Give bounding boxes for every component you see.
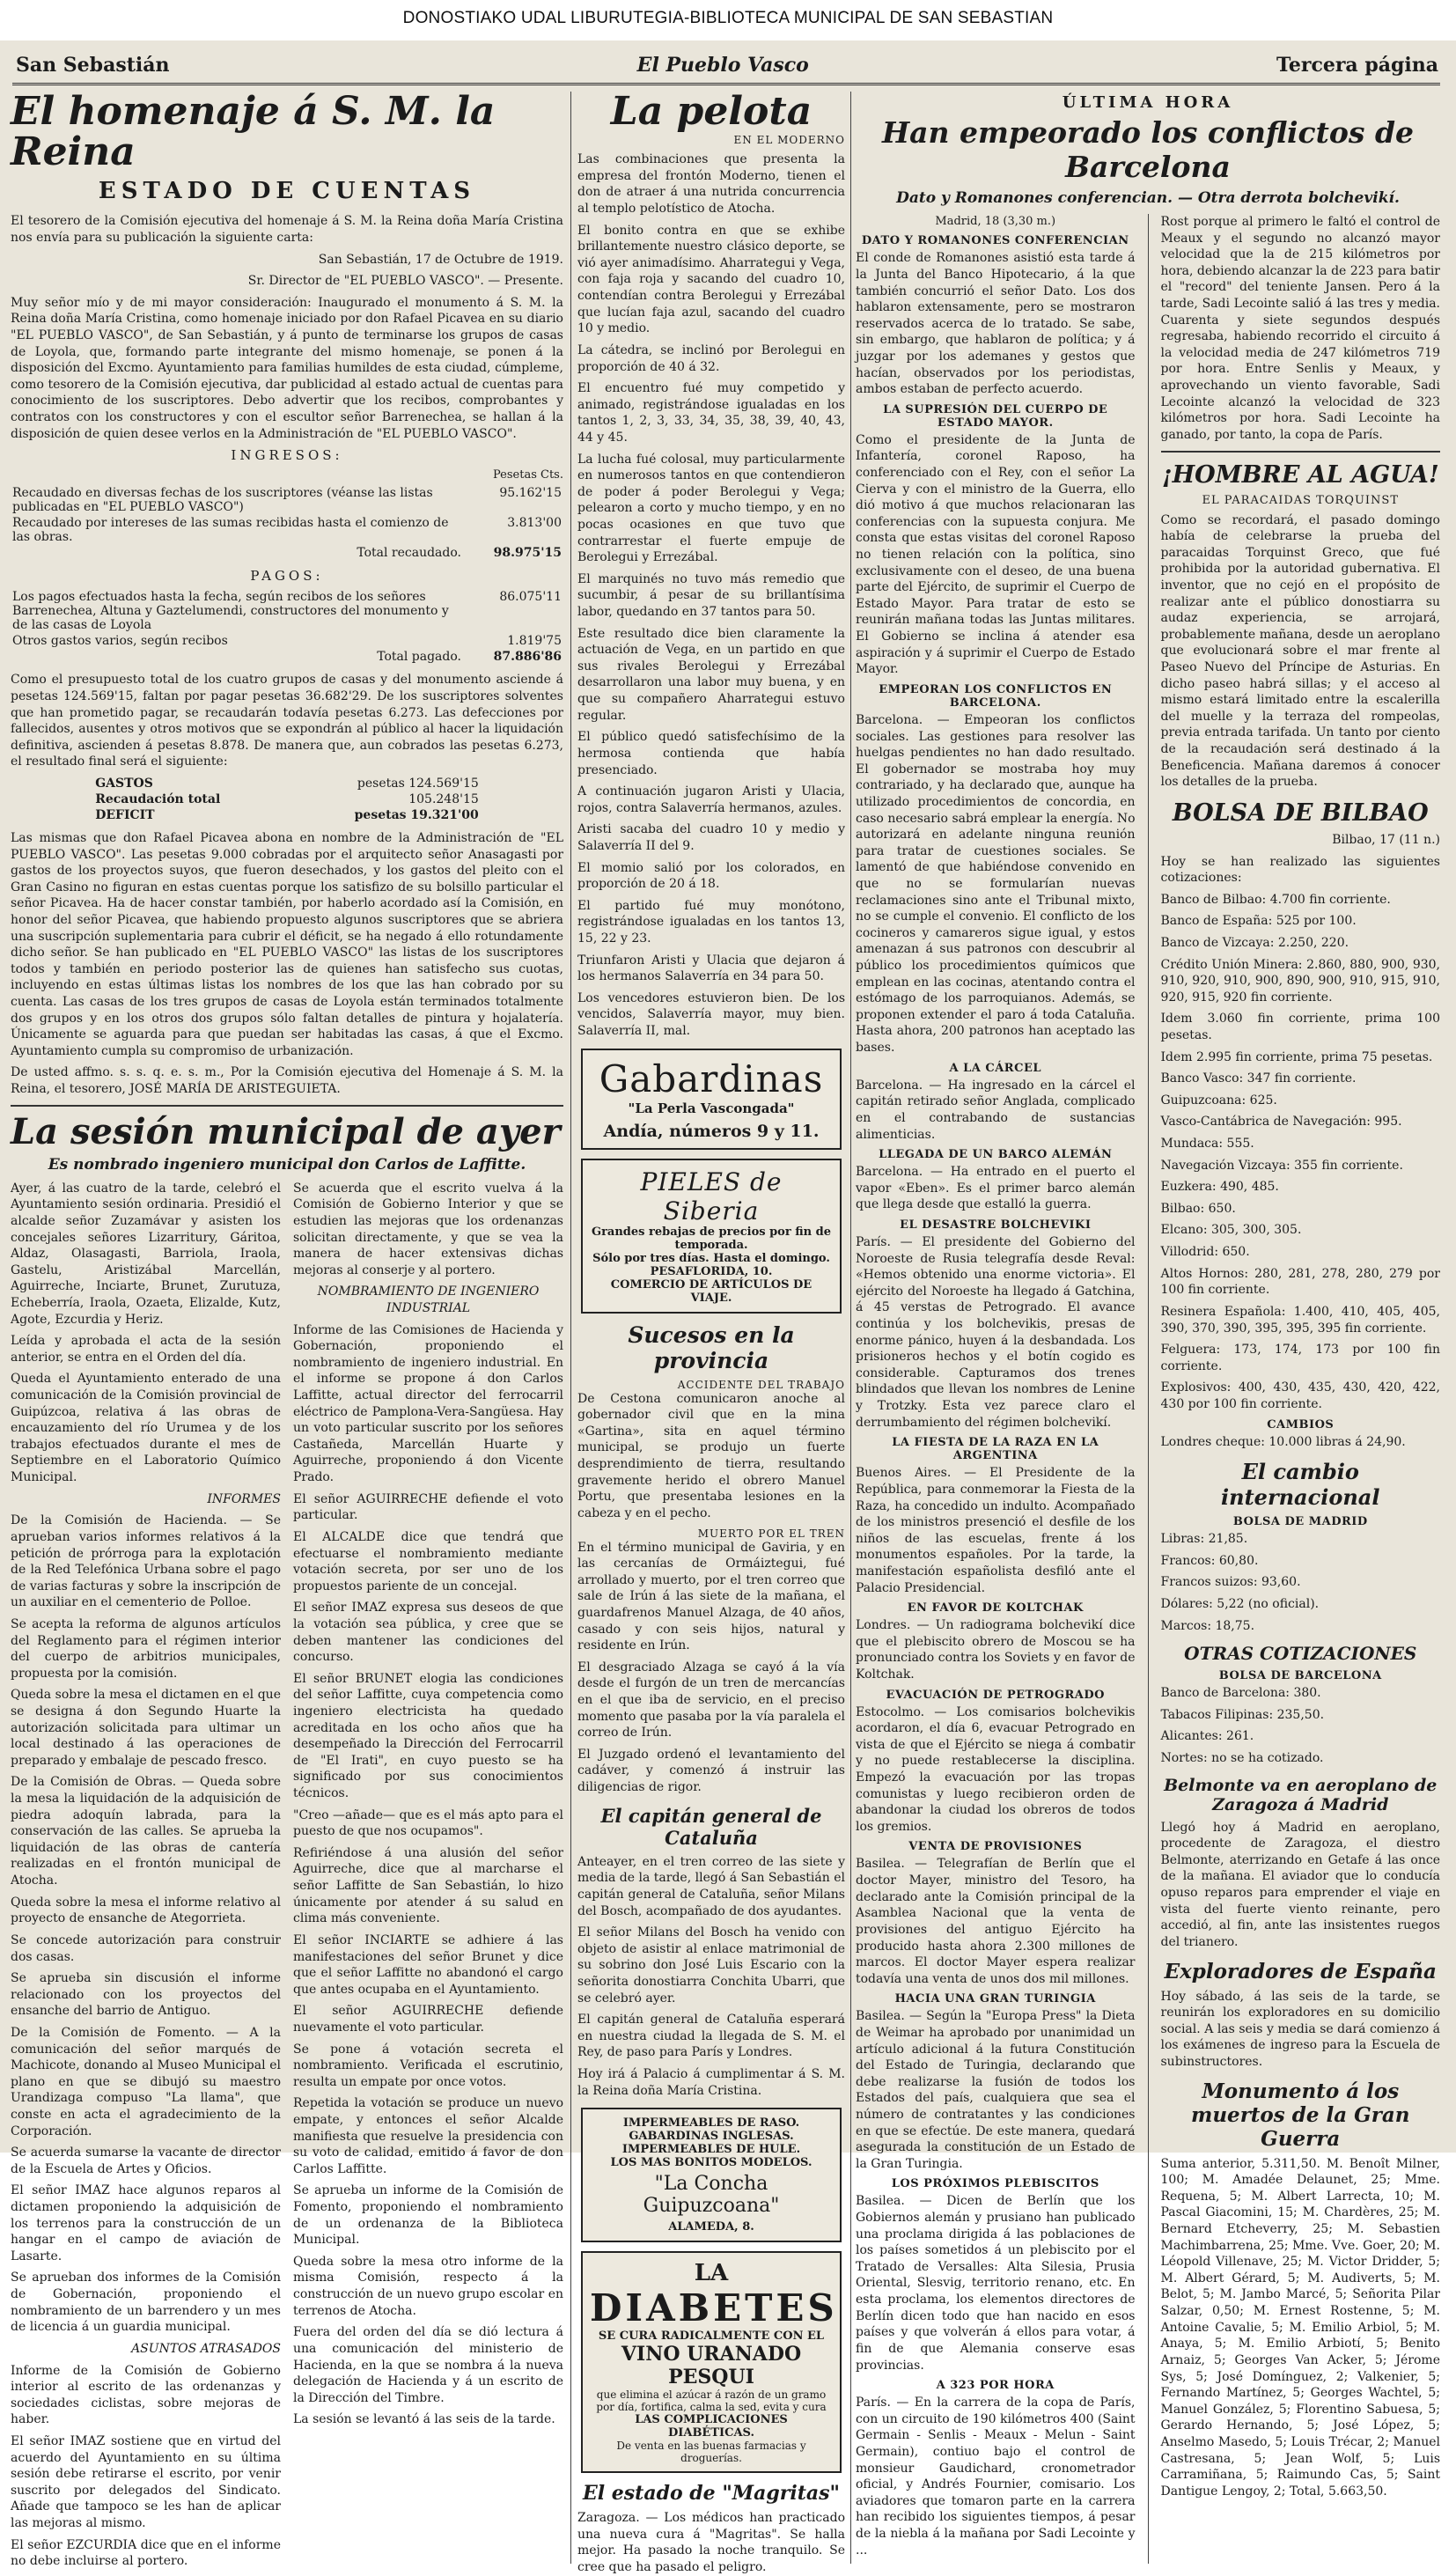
ingresos-title: INGRESOS:	[231, 447, 343, 464]
pelota-paragraph: El público quedó satisfechísimo de la hermosa contienda que había presenciado.	[577, 730, 845, 777]
sesion-paragraph: Queda sobre la mesa el informe relativo al proyecto de ensanche de Ategorrieta.	[11, 1895, 281, 1926]
hombre-al-agua-title: ¡HOMBRE AL AGUA!	[1161, 460, 1439, 489]
homenaje-intro: El tesorero de la Comisión ejecutiva del homenaje á S. M. la Reina doña María Cristina nos envía para su publicación la siguiente carta:	[11, 214, 563, 245]
bolsa-line: Crédito Unión Minera: 2.860, 880, 900, 930, 910, 920, 910, 900, 890, 900, 910, 915, 910, 920, 915, 920 fin corriente.	[1160, 957, 1440, 1005]
table-row	[93, 791, 481, 807]
ledger-amount: 87.886'86	[493, 650, 562, 665]
table-row	[11, 589, 563, 633]
ledger-label: Los pagos efectuados hasta la fecha, según recibos de los señores Barrenechea, Altuna y Gaztelumendi, constructores del monumento y de las casas de Loyola	[12, 590, 449, 633]
sesion-paragraph: Se acuerda sumarse la vacante de director de la Escuela de Artes y Oficios.	[11, 2145, 281, 2176]
homenaje-body-2: Como el presupuesto total de los cuatro grupos de casas y del monumento asciende á pesetas 124.569'15, faltan por pagar pesetas 36.682'29. De los suscriptores solventes que han prometido pagar, se recaudarán todavía pesetas 6.273. Las defecciones por fallecidos, ausentes y otros motivos que se expondrán al público al hacer la liquidación definitiva, ascienden á pesetas 8.878. De manera que, aun cobrados las pesetas 6.273, el resultado final será el siguiente:	[11, 673, 563, 769]
ledger-amount: 86.075'11	[499, 590, 562, 605]
ad-diabetes	[581, 2251, 842, 2473]
sesion-paragraph: La sesión se levantó á las seis de la tarde.	[293, 2412, 555, 2427]
article-title-sesion: La sesión municipal de ayer	[11, 1110, 561, 1152]
column-pelota-sucesos	[577, 89, 845, 2575]
ledger-label: DEFICIT	[95, 807, 155, 822]
article-subtitle-cuentas: ESTADO DE CUENTAS	[98, 178, 476, 205]
sucesos-title: Sucesos en la provincia	[628, 1321, 795, 1373]
article-title-homenaje: El homenaje á S. M. la Reina	[11, 89, 496, 175]
pagos-title: PAGOS:	[250, 568, 324, 585]
cambio-line: Marcos: 18,75.	[1160, 1618, 1255, 1633]
sesion-paragraph: Queda sobre la mesa el dictamen en el que se designa á don Segundo Huarte la autorización solicitada para ultimar un local destinado á las operaciones de preparado y embalaje de pescado fresco.	[11, 1688, 281, 1768]
ultima-hora-kicker: ÚLTIMA HORA	[1062, 93, 1234, 112]
news-paragraph: Buenos Aires. — El Presidente de la República, para conmemorar la Fiesta de la Raza, ha concedido un indulto. Acompañado de los ministros presenció el desfile de los niños de las escuelas, frente á los monumentos españoles. Por la tarde, la manifestación españolista desfiló ante el Palacio Presidencial.	[856, 1466, 1136, 1595]
sesion-paragraph: Queda sobre la mesa otro informe de la misma Comisión, respecto á la construcción de un nuevo grupo escolar en terrenos de Atocha.	[293, 2254, 563, 2318]
table-row	[11, 515, 563, 545]
news-subhead: LA SUPRESIÓN DEL CUERPO DE ESTADO MAYOR.	[883, 402, 1108, 430]
news-subhead: LOS PRÓXIMOS PLEBISCITOS	[891, 2177, 1099, 2191]
news-subhead: LLEGADA DE UN BARCO ALEMÁN	[879, 1148, 1113, 1162]
news-subhead: EVACUACIÓN DE PETROGRADO	[886, 1688, 1105, 1702]
magritas-text: Zaragoza. — Los médicos han practicado una nueva cura á "Magritas". Se halla mejor. Ha pasado la noche tranquilo. Se cree que ha pasado el peligro.	[577, 2511, 845, 2575]
belmonte-text: Llegó hoy á Madrid en aeroplano, procedente de Zaragoza, el diestro Belmonte, aterrizando en Getafe á las once de la mañana. El aviador que lo conducía opuso reparos para emprender el viaje en vista del fuerte viento reinante, pero accedió, al fin, ante las insistentes ruegos del trianero.	[1160, 1820, 1440, 1949]
muerto-subhead: MUERTO POR EL TREN	[697, 1527, 845, 1540]
ad-line: IMPERMEABLES DE RASO.	[622, 2116, 800, 2131]
column-rule	[850, 92, 851, 2564]
ledger-amount: 105.248'15	[408, 791, 479, 806]
magritas-title: El estado de "Magritas"	[582, 2482, 840, 2506]
ad-line: COMERCIO DE ARTÍCULOS DE VIAJE.	[610, 1277, 813, 1305]
bolsa-barcelona-subhead: BOLSA DE BARCELONA	[1218, 1669, 1382, 1683]
pelota-paragraph: Aristi sacaba del cuadro 10 y medio y Salaverría II del 9.	[577, 822, 845, 853]
otras-cotizaciones-title: OTRAS COTIZACIONES	[1184, 1643, 1417, 1665]
ledger-amount: pesetas 19.321'00	[354, 807, 479, 822]
bolsa-line: Banco de España: 525 por 100.	[1160, 914, 1357, 929]
sesion-paragraph: Ayer, á las cuatro de la tarde, celebró el Ayuntamiento sesión ordinaria. Presidió el alcalde señor Zuzamávar y asisten los concejales señores Lizarritury, Gáritoa, Aldaz, Olasagasti, Barriola, Iraola, Gastelu, Aristizábal Marcellán, Aguirreche, Inciarte, Brunet, Zurutuza, Echeberría, Iraola, Ozaeta, Elizalde, Kutz, Agote, Ezcurdia y Heriz.	[11, 1181, 281, 1327]
ad-line: SE CURA RADICALMENTE CON EL	[598, 2329, 825, 2344]
ultima-hora-column-a	[856, 214, 1136, 2564]
muerto-paragraph: En el término municipal de Gaviria, y en las cercanías de Ormáiztegui, fué arrollado y muerto, por el tren correo que sale de Irún á las siete de la mañana, el guardafrenos Manuel Alzaga, de 40 años, casado y con seis hijos, natural y residente en Irún.	[577, 1540, 845, 1653]
sesion-paragraph: Se concede autorización para construir dos casas.	[11, 1932, 281, 1964]
capitan-paragraph: El capitán general de Cataluña esperará en nuestra ciudad la llegada de S. M. el Rey, de paso para París y Londres.	[577, 2013, 845, 2060]
table-row	[11, 485, 563, 515]
column-rule	[1148, 214, 1149, 2564]
ledger-label: Otros gastos varios, según recibos	[12, 634, 228, 649]
ad-line: "La Concha Guipuzcoana"	[643, 2173, 780, 2218]
homenaje-date: San Sebastián, 17 de Octubre de 1919.	[318, 252, 563, 267]
otras-line: Alicantes: 261.	[1160, 1729, 1254, 1744]
ad-line: VINO URANADO PESQUI	[621, 2343, 802, 2389]
sesion-paragraph: El señor IMAZ sostiene que en virtud del acuerdo del Ayuntamiento en su última sesión debe retirarse el escrito, por venir suscrito por delegados del Sindicato. Añade que tampoco se les han de aplicar las mejoras al mismo.	[11, 2433, 281, 2531]
pelota-paragraph: La cátedra, se inclinó por Berolegui en proporción de 40 á 32.	[577, 342, 845, 374]
news-subhead: HACIA UNA GRAN TURINGIA	[894, 1992, 1096, 2006]
sesion-paragraph: Se aprueban dos informes de la Comisión de Gobernación, proponiendo el nombramiento de un barrendero y un mes de licencia á un guardia municipal.	[11, 2271, 281, 2335]
article-title-barcelona: Han empeorado los conflictos de Barcelona	[881, 115, 1415, 184]
ad-concha-guipuzcoana	[581, 2108, 842, 2242]
ad-title: Gabardinas	[599, 1056, 824, 1100]
news-subhead: VENTA DE PROVISIONES	[908, 1840, 1083, 1854]
sesion-subhead: ASUNTOS ATRASADOS	[131, 2341, 281, 2356]
ad-line: ALAMEDA, 8.	[668, 2220, 754, 2234]
ledger-label: Total pagado.	[377, 650, 461, 665]
ad-title: PIELES de Siberia	[640, 1167, 783, 1225]
ad-gabardinas	[581, 1049, 842, 1150]
table-row	[11, 545, 563, 561]
bolsa-line: Euzkera: 490, 485.	[1160, 1180, 1279, 1195]
aviation-paragraph: Rost porque al primero le faltó el control de Meaux y el segundo no alcanzó mayor velocidad que la de 215 kilómetros por hora, debiendo alcanzar la de 223 para batir el "record" del teniente Jansen. Pero á la tarde, Sadi Lecointe salió á las tres y media. Cuarenta y siete segundos después regresaba, habiendo recorrido el circuito á la velocidad media de 247 kilómetros 719 por hora. Entre Senlis y Meaux, y aprovechando un viento favorable, Sadi Lecointe alcanzó la velocidad de 323 kilómetros por hora. Sadi Lecointe ha ganado, por tanto, la copa de París.	[1160, 215, 1440, 442]
header-masthead: El Pueblo Vasco	[636, 54, 809, 77]
sesion-paragraph: Informe de la Comisión de Gobierno interior al escrito de las ordenanzas y sociedades ciclistas, sobre mejoras de haber.	[11, 2363, 281, 2427]
sesion-column-b	[293, 1181, 563, 2575]
bolsa-line: Banco de Bilbao: 4.700 fin corriente.	[1160, 892, 1391, 907]
bolsa-line: Navegación Vizcaya: 355 fin corriente.	[1160, 1158, 1403, 1173]
ad-line: "La Perla Vascongada"	[628, 1100, 795, 1116]
ledger-label: Recaudado por intereses de las sumas recibidas hasta el comienzo de las obras.	[12, 516, 449, 545]
otras-line: Banco de Barcelona: 380.	[1160, 1686, 1321, 1701]
article-title-pelota: La pelota	[610, 89, 813, 134]
column-rule	[570, 92, 571, 2564]
sesion-paragraph: El señor BRUNET elogia las condiciones del señor Laffitte, cuya competencia como ingeniero electricista ha quedado acreditada en los ocho años que ha desempeñado la Dirección del Ferrocarril de "El Irati", en cuyo puesto se ha significado por sus conocimientos técnicos.	[293, 1671, 563, 1801]
deficit-table	[93, 776, 481, 823]
bolsa-line: Felguera: 173, 174, 173 por 100 fin corriente.	[1160, 1343, 1440, 1373]
sesion-paragraph: El señor AGUIRRECHE defiende el voto particular.	[293, 1491, 563, 1523]
news-paragraph: El conde de Romanones asistió esta tarde á la Junta del Banco Hipotecario, á la que también concurrió el señor Dato. Los dos hablaron extensamente, pero se mostraron reservados acerca de lo tratado. Se sabe, sin embargo, que hablaron de política; y á juzgar por los ademanes y gestos que hacían, observados por los periodistas, ambos estaban de perfecto acuerdo.	[856, 251, 1136, 397]
header-rule	[12, 83, 1440, 85]
ad-pieles	[581, 1159, 842, 1314]
news-paragraph: Como el presidente de la Junta de Infantería, coronel Raposo, ha conferenciado con el Rey, con el señor La Cierva y con el ministro de la Guerra, ello dió motivo á que muchos relacionaran las conferencias con la supuesta conjura. Me consta que estas visitas del coronel Raposo no tienen relación con la política, sino exclusivamente con el deseo, de una buena parte del Ejército, de suprimir el Cuerpo de Estado Mayor. Para tratar de esto se reunirán mañana todas las Juntas militares. El Gobierno se inclina á atender esa aspiración y á suprimir el Cuerpo de Estado Mayor.	[856, 432, 1136, 677]
table-row	[93, 807, 481, 823]
sesion-column-a	[11, 1181, 281, 2575]
bolsa-line: Bilbao: 650.	[1160, 1201, 1236, 1216]
news-paragraph: Basilea. — Según la "Europa Press" la Dieta de Weimar ha aprobado por unanimidad un artículo adicional á la futura Constitución del Estado de Turingia, declarando que debe realizarse la fusión de todos los Estados del país, cualquiera que sea el número de contratantes y las condiciones en que se efectúe. De este manera, quedará asegurada la constitución de un Estado de la Gran Turingia.	[856, 2009, 1136, 2171]
pelota-paragraph: El marquinés no tuvo más remedio que sucumbir, á pesar de su brillantísima labor, quedando en 37 tantos para 50.	[577, 571, 845, 620]
ad-line: Sólo por tres días. Hasta el domingo.	[592, 1251, 830, 1265]
sesion-paragraph: Refiriéndose á una alusión del señor Aguirreche, dice que al marcharse el señor Laffitte de San Sebastián, lo hizo únicamente por atender á su salud en clima más conveniente.	[293, 1845, 563, 1926]
sesion-paragraph: El señor IMAZ hace algunos reparos al dictamen proponiendo la adquisición de los terrenos para la construcción de un hangar en el campo de aviación de Lasarte.	[11, 2183, 281, 2263]
capitan-paragraph: Hoy irá á Palacio á cumplimentar á S. M. la Reina doña María Cristina.	[577, 2066, 845, 2098]
capitan-paragraph: El señor Milans del Bosch ha venido con objeto de asistir al enlace matrimonial de su sobrino don José Luis Escario con la señorita donostiarra Conchita Ubarri, que se celebró ayer.	[577, 1925, 845, 2006]
ad-title: DIABETES	[590, 2286, 838, 2330]
sesion-paragraph: "Creo —añade— que es el más apto para el puesto de que nos ocupamos".	[293, 1807, 563, 1839]
bolsa-madrid-subhead: BOLSA DE MADRID	[1232, 1515, 1368, 1529]
sesion-paragraph: Se acepta la reforma de algunos artículos del Reglamento para el régimen interior del cuerpo de arbitrios municipales, propuesta por la comisión.	[11, 1616, 281, 1681]
bolsa-bilbao-title: BOLSA DE BILBAO	[1172, 799, 1429, 827]
column-ultima-hora	[856, 92, 1440, 2567]
bolsa-line: Mundaca: 555.	[1160, 1137, 1254, 1152]
news-subhead: LA FIESTA DE LA RAZA EN LA ARGENTINA	[892, 1436, 1099, 1463]
page-header	[16, 49, 1438, 81]
ad-line: Grandes rebajas de precios por fin de temporada.	[591, 1225, 832, 1252]
news-paragraph: Basilea. — Telegrafían de Berlín que el doctor Mayer, ministro del Tesoro, ha declarado ante la Comisión principal de la Asamblea Nacional que la venta de provisiones del antiguo Ejército ha producido hasta ahora 2.300 millones de marcos. El doctor Mayer espera realizar todavía una venta de unos dos mil millones.	[856, 1857, 1136, 1986]
ad-line: LOS MAS BONITOS MODELOS.	[610, 2156, 813, 2170]
muerto-paragraph: El desgraciado Alzaga se cayó á la vía desde el furgón de un tren de mercancías en el que iba de servicio, en el preciso momento que pasaba por la vía paralela el correo de Irún.	[577, 1660, 845, 1741]
sesion-paragraph: De la Comisión de Fomento. — A la comunicación del señor marqués de Machicote, donando al Museo Municipal el plano en que se dibujó su maestro Urandizaga compuso "La llama", que conste en acta el agradecimiento de la Corporación.	[11, 2025, 281, 2138]
sesion-paragraph: Se acuerda que el escrito vuelva á la Comisión de Gobierno Interior y que se estudien las mejoras que los ordenanzas solicitan directamente, y que se vea la manera de hacer extensivas dichas mejoras al conserje y al portero.	[293, 1181, 563, 1277]
bolsa-line: Idem 2.995 fin corriente, prima 75 pesetas.	[1160, 1049, 1433, 1064]
cambio-line: Libras: 21,85.	[1160, 1532, 1248, 1547]
bolsa-line: Altos Hornos: 280, 281, 278, 280, 279 por 100 fin corriente.	[1160, 1266, 1440, 1298]
sesion-paragraph: Se aprueba un informe de la Comisión de Fomento, proponiendo el nombramiento de un ordenanza de la Biblioteca Municipal.	[293, 2183, 563, 2248]
sesion-columns	[11, 1181, 563, 2575]
table-row	[93, 776, 481, 791]
pelota-paragraph: El bonito contra en que se exhibe brillantemente nuestro clásico deporte, se vió ayer animadísimo. Aharrategui y Vega, con faja roja y sacando del cuadro 10, contendían contra Berolegui y Errezábal que lucían faja azul, sacando del cuadro 10 y medio.	[577, 223, 845, 336]
pelota-paragraph: Las combinaciones que presenta la empresa del frontón Moderno, tienen el don de atraer á una nutrida concurrencia al templo pelotístico de Atocha.	[577, 152, 845, 217]
news-paragraph: Estocolmo. — Los comisarios bolchevikis acordaron, el día 6, evacuar Petrogrado en vista de que el Ejército se niega á combatir y no puede restablecerse la disciplina. Empezó la evacuación por las tropas comunistas y luego recibieron orden de abandonar la ciudad los obreros de todos los gremios.	[856, 1704, 1136, 1834]
ledger-amount: 1.819'75	[507, 634, 562, 649]
article-subtitle-barcelona: Dato y Romanones conferencian. — Otra derrota bolchevikí.	[896, 189, 1400, 207]
sesion-paragraph: Se aprueba sin discusión el informe relacionado con los proyectos del ensanche del barrio de Antiguo.	[11, 1971, 281, 2019]
monumento-title: Monumento á los muertos de la Gran Guerra	[1191, 2079, 1410, 2151]
ingresos-header: Pesetas Cts.	[493, 468, 563, 482]
bolsa-line: Resinera Española: 1.400, 410, 405, 405, 390, 370, 390, 395, 395, 395 fin corriente.	[1160, 1304, 1440, 1336]
sesion-paragraph: El señor INCIARTE se adhiere á las manifestaciones del señor Brunet y dice que el señor Laffitte no abandonó el cargo que antes ocupaba en el Ayuntamiento.	[293, 1932, 563, 1997]
bolsa-line: Banco de Vizcaya: 2.250, 220.	[1160, 935, 1349, 950]
sesion-paragraph: Fuera del orden del día se dió lectura á una comunicación del ministerio de Hacienda, en la que se nombra á la nueva delegación de Hacienda y á un escrito de la Dirección del Timbre.	[293, 2325, 563, 2405]
ultima-hora-dateline: Madrid, 18 (3,30 m.)	[935, 215, 1056, 228]
bolsa-line: Vasco-Cantábrica de Navegación: 995.	[1160, 1115, 1402, 1130]
hombre-al-agua-subhead: EL PARACAIDAS TORQUINST	[1202, 493, 1399, 507]
section-divider	[1161, 451, 1441, 453]
capitan-title: El capitán general de Cataluña	[600, 1804, 822, 1849]
ledger-label: Total recaudado.	[357, 546, 461, 561]
ledger-amount: 95.162'15	[499, 486, 562, 501]
news-subhead: EMPEORAN LOS CONFLICTOS EN BARCELONA.	[879, 682, 1113, 710]
sesion-subhead: INFORMES	[207, 1491, 281, 1506]
homenaje-salutation: Sr. Director de "EL PUEBLO VASCO". — Presente.	[247, 274, 563, 289]
pelota-paragraph: El momio salió por los colorados, en proporción de 20 á 18.	[577, 860, 845, 892]
homenaje-body-3: Las mismas que don Rafael Picavea abona en nombre de la Administración de "EL PUEBLO VASCO". Las pesetas 9.000 cobradas por el arquitecto señor Anasagasti por gastos de los proyectos suyos, que fueron desechados, y los gastos del pleito con el Gran Casino no figuran en estas cuentas porque los satisfizo de su bolsillo particular el señor Picavea. Ha de hacer constar también, por haberlo acordado así la Comisión, en honor del señor Picavea, que habiendo propuesto algunos suscriptores que se abriera una suscripción suplementaria para cubrir el déficit, se ha negado á ello rotundamente dicho señor. Se han publicado en "EL PUEBLO VASCO" las listas de los suscriptores todos y también en periodo posterior las de quienes han satisfecho sus cuotas, incluyendo en estas últimas listas los nombres de los que las han cobrado por su cuenta. Las casas de los tres grupos de casas de Loyola están terminados totalmente dos grupos y en los otros dos grupos sólo faltan detalles de pintura y hojalatería. Únicamente se aguarda para que puedan ser habitadas las casas, á que el Excmo. Ayuntamiento cumpla su compromiso de urbanización.	[11, 830, 563, 1058]
accidente-text: De Cestona comunicaron anoche al gobernador civil que en la mina «Gartina», sita en aquel término municipal, se produjo un fuerte desprendimiento de tierra, resultando gravemente herido el obrero Manuel Portu, que presentaba lesiones en la cabeza y en el pecho.	[577, 1391, 845, 1520]
sesion-paragraph: Informe de las Comisiones de Hacienda y Gobernación, proponiendo el nombramiento de ingeniero industrial. En el informe se propone á don Carlos Laffitte, actual director del ferrocarril eléctrico de Pamplona-Vera-Sangüesa. Hay un voto particular suscrito por los señores Castañeda, Marcellán Huarte y Aguirreche, proponiendo á don Vicente Prado.	[293, 1322, 563, 1485]
ad-line: De venta en las buenas farmacias y droguerías.	[616, 2440, 806, 2465]
pelota-paragraph: A continuación jugaron Aristi y Ulacia, rojos, contra Salaverría hermanos, azules.	[577, 784, 845, 815]
accidente-subhead: ACCIDENTE DEL TRABAJO	[677, 1378, 845, 1391]
sesion-paragraph: De la Comisión de Hacienda. — Se aprueban varios informes relativos á la petición de prórroga para la explotación de la Red Telefónica Urbana sobre el pago de varias facturas y sobre la inscripción de un auxiliar en el cementerio de Polloe.	[11, 1513, 281, 1610]
sesion-paragraph: Se pone á votación secreta el nombramiento. Verificada el escrutinio, resulta un empate por once votos.	[293, 2042, 563, 2089]
sesion-paragraph: Queda el Ayuntamiento enterado de una comunicación de la Comisión provincial de Guipúzcoa, relativa á las obras de encauzamiento del río Urumea y de los trabajos efectuados durante el mes de Septiembre en el Laboratorio Químico Municipal.	[11, 1372, 281, 1485]
table-row	[11, 649, 563, 665]
bolsa-line: Explosivos: 400, 430, 435, 430, 420, 422, 430 por 100 fin corriente.	[1160, 1380, 1440, 1411]
ad-line: IMPERMEABLES DE HULE.	[621, 2143, 801, 2157]
news-paragraph: Londres. — Un radiograma bolchevikí dice que el plebiscito obrero de Moscou se ha pronunciado contra los Soviets y en favor de Koltchak.	[856, 1618, 1136, 1682]
cambio-internacional-title: El cambio internacional	[1221, 1459, 1380, 1511]
homenaje-signature: De usted affmo. s. s. q. e. s. m., Por la Comisión ejecutiva del Homenaje á S. M. la Reina, el tesorero, JOSÉ MARÍA DE ARISTEGUIETA.	[11, 1065, 563, 1097]
cambios-subhead: CAMBIOS	[1267, 1417, 1335, 1432]
news-subhead: A 323 POR HORA	[936, 2379, 1055, 2393]
hombre-al-agua-text: Como se recordará, el pasado domingo había de celebrarse la prueba del paracaidas Torquinst Greco, que fué prohibida por la autoridad gubernativa. El inventor, que no cejó en el propósito de realizar ante el público donostiarra su audaz experiencia, se arrojará, probablemente mañana, desde un aeroplano que evolucionará sobre el mar frente al Paseo Nuevo del Príncipe de Asturias. En dicho paseo habrá sillas; y el acceso al mismo estará limitado entre la escalerilla del muelle y la terraza del rompeolas, previa entrada tarifada. Un tanto por ciento de la recaudación será destinado á la Beneficencia. Mañana daremos á conocer los detalles de la prueba.	[1160, 512, 1440, 790]
pelota-paragraph: Este resultado dice bien claramente la actuación de Vega, en un partido en que sus rivales Berolegui y Errezábal desarrollaron una labor muy buena, y en que su compañero Aharrategui estuvo regular.	[577, 626, 845, 723]
sesion-paragraph: El señor AGUIRRECHE defiende nuevamente el voto particular.	[293, 2004, 563, 2035]
belmonte-title: Belmonte va en aeroplano de Zaragoza á Madrid	[1164, 1775, 1438, 1814]
pelota-paragraph: Triunfaron Aristi y Ulacia que dejaron á los hermanos Salaverría en 34 para 50.	[577, 953, 845, 984]
cambios-text: Londres cheque: 10.000 libras á 24,90.	[1160, 1434, 1406, 1449]
ad-line: LA	[694, 2260, 729, 2287]
header-page-number: Tercera página	[1276, 54, 1438, 77]
cambio-line: Dólares: 5,22 (no oficial).	[1160, 1597, 1320, 1611]
sesion-paragraph: El señor EZCURDIA dice que en el informe no debe incluirse al portero.	[11, 2537, 281, 2569]
article-subtitle-sesion: Es nombrado ingeniero municipal don Carlos de Laffitte.	[48, 1155, 526, 1174]
ultima-hora-column-b	[1161, 214, 1441, 2564]
sesion-paragraph: Repetida la votación se produce un nuevo empate, y entonces el señor Alcalde manifiesta que resuelve la presidencia con su voto de calidad, emitido á favor de don Carlos Laffitte.	[293, 2096, 563, 2176]
bolsa-line: Elcano: 305, 300, 305.	[1160, 1223, 1302, 1238]
news-paragraph: París. — El presidente del Gobierno del Noroeste de Rusia telegrafía desde Reval: «Hemos obtenido una enorme victoria». El ejército del Noroeste ha llegado á Gatchina, á 45 verstas de Petrogrado. El avance continúa y los bolchevikis, presas de enorme pánico, huyen á la desbandada. Los prisioneros hechos y el botín cogido es considerable. Capturamos dos trenes blindados que llevan los nombres de Lenine y Trotzky. Esta vez parece claro el derrumbamiento del régimen bolchevikí.	[856, 1234, 1136, 1430]
news-paragraph: Barcelona. — Ha ingresado en la cárcel el capitán retirado señor Anglada, complicado en el contrabando de sustancias alimenticias.	[856, 1078, 1136, 1142]
table-row	[11, 633, 563, 649]
pagos-table	[11, 589, 563, 665]
sesion-paragraph: Leída y aprobada el acta de la sesión anterior, se entra en el Orden del día.	[11, 1334, 281, 1365]
sesion-paragraph: El ALCALDE dice que tendrá que efectuarse el nombramiento mediante votación secreta, por ser uno de los propuestos pariente de un concejal.	[293, 1529, 563, 1593]
capitan-paragraph: Anteayer, en el tren correo de las siete y media de la tarde, llegó á San Sebastián el capitán general de Cataluña, señor Milans del Bosch, acompañado de dos ayudantes.	[577, 1854, 845, 1918]
ad-line: GABARDINAS INGLESAS.	[629, 2130, 794, 2144]
exploradores-text: Hoy sábado, á las seis de la tarde, se reunirán los exploradores en su domicilio social. A las seis y media se dará comienzo á los exámenes de ingreso para la Escuela de subinstructores.	[1160, 1989, 1440, 2069]
ledger-amount: 3.813'00	[507, 516, 562, 531]
cambio-line: Francos suizos: 93,60.	[1160, 1575, 1301, 1590]
pelota-paragraph: El partido fué muy monótono, registrándose igualadas en los tantos 13, 15, 22 y 23.	[577, 898, 845, 946]
ingresos-table	[11, 485, 563, 561]
ad-line: PESAFLORIDA, 10.	[650, 1264, 773, 1278]
bolsa-line: Villodrid: 650.	[1160, 1245, 1250, 1260]
news-subhead: DATO Y ROMANONES CONFERENCIAN	[861, 234, 1129, 248]
otras-line: Tabacos Filipinas: 235,50.	[1160, 1707, 1325, 1722]
news-subhead: A LA CÁRCEL	[949, 1061, 1041, 1075]
news-paragraph: Barcelona. — Ha entrado en el puerto el vapor «Eben». Es el primer barco alemán que llega desde que estalló la guerra.	[856, 1165, 1136, 1212]
ledger-label: Recaudado en diversas fechas de los suscriptores (véanse las listas publicadas en "EL PUEBLO VASCO")	[12, 486, 433, 515]
bolsa-line: Hoy se han realizado las siguientes cotizaciones:	[1160, 854, 1440, 886]
homenaje-body: Muy señor mío y de mi mayor consideración: Inaugurado el monumento á S. M. la Reina doña María Cristina, como homenaje iniciado por don Rafael Picavea en su diario "EL PUEBLO VASCO", de San Sebastián, y á punto de terminarse los grupos de casas de Loyola, que, formando parte integrante del mismo homenaje, se ponen á la disposición del Excmo. Ayuntamiento para familias humildes de esta ciudad, cúmpleme, como tesorero de la Comisión ejecutiva, dar publicidad al estado actual de cuentas para conocimiento de los suscriptores. Debo advertir que los recibos, comprobantes y contratos con los constructores y con el escultor señor Barrenechea, se hallan á la disposición de quien desee verlos en la Administración de "EL PUEBLO VASCO".	[11, 295, 563, 441]
ledger-label: GASTOS	[95, 776, 153, 791]
otras-line: Nortes: no se ha cotizado.	[1160, 1751, 1324, 1766]
sesion-subhead: NOMBRAMIENTO DE INGENIERO INDUSTRIAL	[317, 1284, 540, 1315]
ledger-label: Recaudación total	[95, 791, 221, 806]
news-paragraph: París. — En la carrera de la copa de París, con un circuito de 190 kilómetros 400 (Saint Germain - Senlis - Meaux - Melun - Saint Germain), contiuo bajo el control de monsieur Gaudichard, cronometrador oficial, y Andrés Fournier, comisario. Los aviadores que tomaron parte en la carrera han recibido los siguientes tiempos, á pesar de la niebla á la mañana por Sadi Lecointe y ...	[856, 2396, 1136, 2558]
ledger-amount: pesetas 124.569'15	[357, 776, 479, 791]
ad-line: Andía, números 9 y 11.	[603, 1121, 820, 1141]
sesion-paragraph: El señor IMAZ expresa sus deseos de que la votación sea pública, y cree que se deben mantener las condiciones del concurso.	[293, 1601, 563, 1665]
monumento-text: Suma anterior, 5.311,50. M. Benoît Milner, 100; M. Amadée Delaunet, 25; Mme. Requena, 5; M. Albert Larrecta, 10; M. Pascal Giacomini, 15; M. Chardères, 25; M. Bernard Etcheverry, 25; M. Sebastien Machimbarrena, 25; Mme. Vve. Goer, 20; M. Léopold Villenave, 25; M. Victor Dridder, 5; M. Albert Gérard, 5; M. Audiverts, 5; M. Belot, 5; M. Jambo Marcé, 5; Señorita Pilar Salzar, 0,50; M. Ernest Rostenne, 5; M. Antoine Cavalie, 5; M. Emilio Arbiol, 5; M. Anaya, 5; M. Emilio Arbiotí, 5; Benito Arnaiz, 5; Georges Van Acker, 5; Jérome Sys, 5; José Domínguez, 2; Valkenier, 5; Fernando Martínez, 5; Georges Wachtel, 5; Manuel González, 5; Florentino Sabuesa, 5; Gerardo Hernando, 5; José López, 5; Anselmo Masedo, 5; Louis Trécar, 2; Manuel Castresana, 5; Jean Wolf, 5; Luis Carramiñana, 5; Raimundo Cas, 5; Saint Dantigue Lengoy, 2; Total, 5.663,50.	[1160, 2156, 1440, 2499]
bolsa-bilbao-date: Bilbao, 17 (11 n.)	[1332, 832, 1440, 847]
bolsa-line: Guipuzcoana: 625.	[1160, 1093, 1277, 1108]
ultima-hora-columns	[856, 214, 1440, 2564]
cambio-line: Francos: 60,80.	[1160, 1553, 1259, 1568]
ad-line: que elimina el azúcar á razón de un gramo por día, fortifica, calma la sed, evita y cura	[596, 2388, 827, 2414]
pelota-paragraph: El encuentro fué muy competido y animado, registrándose igualadas en los tantos 1, 2, 3, 33, 34, 35, 38, 39, 40, 43, 44 y 45.	[577, 381, 845, 445]
pelota-paragraph: La lucha fué colosal, muy particularmente en numerosos tantos en que contendieron de poder á poder Berolegui y Vega; pelearon a corto y mucho tiempo, y en no pocas ocasiones en que tuvo que contrarrestar el fuerte empuje de Berolegui y Errezábal.	[577, 452, 845, 565]
news-subhead: EN FAVOR DE KOLTCHAK	[907, 1601, 1084, 1616]
header-city: San Sebastián	[16, 54, 170, 77]
news-paragraph: Barcelona. — Empeoran los conflictos sociales. Las gestiones para resolver las huelgas pendientes no han dado resultado. El gobernador se mostraba hoy muy contrariado, y ha declarado que, aunque ha utilizado procedimientos de concordia, en caso necesario sabrá emplear la energía. No autorizará en adelante ninguna reunión para tratar de cuestiones sociales. Se lamentó de que habiéndose convenido en que no se formularían nuevas reclamaciones sino ante el Tribunal mixto, no se cumple el convenio. El conflicto de los cocineros y camareros sigue igual, y estos amenazan á sus patronos con descubrir al público los procedimientos químicos que emplean en las cocinas, atentando contra el estómago de los parroquianos. Además, se proponen extender el paro á toda Cataluña. Hasta ahora, 200 patronos han aceptado las bases.	[856, 712, 1136, 1056]
bolsa-line: Idem 3.060 fin corriente, prima 100 pesetas.	[1160, 1012, 1440, 1042]
exploradores-title: Exploradores de España	[1164, 1959, 1437, 1984]
ad-line: LAS COMPLICACIONES DIABÉTICAS.	[635, 2413, 788, 2440]
news-paragraph: Basilea. — Dicen de Berlín que los Gobiernos alemán y prusiano han publicado una proclama dirigida á las poblaciones de los países sometidos á un plebiscito por el Tratado de Versalles: Alta Silesia, Prusia Oriental, Slesvig, territorio renano, etc. En esta proclama, los elementos directores de Berlín dicen todo que han nacido en esos países y que volverán á ellos para votar, á fin de que Alemania conserve esas provincias.	[856, 2194, 1136, 2373]
sesion-paragraph: De la Comisión de Obras. — Queda sobre la mesa la liquidación de la adquisición de piedra adoquín labrada, para la conservación de las calles. Se aprueba la liquidación de las obras de cantería realizadas en el frontón municipal de Atocha.	[11, 1775, 281, 1888]
pelota-dateline: EN EL MODERNO	[733, 134, 845, 147]
ledger-amount: 98.975'15	[493, 546, 562, 561]
archive-attribution: DONOSTIAKO UDAL LIBURUTEGIA-BIBLIOTECA MUNICIPAL DE SAN SEBASTIAN	[402, 9, 1054, 27]
muerto-paragraph: El Juzgado ordenó el levantamiento del cadáver, y comenzó á instruir las diligencias de rigor.	[577, 1747, 845, 1795]
pelota-paragraph: Los vencedores estuvieron bien. De los vencidos, Salaverría mayor, muy bien. Salaverría II, mal.	[577, 990, 845, 1039]
column-homenaje-sesion	[11, 89, 563, 2569]
section-divider	[11, 1105, 563, 1107]
bolsa-line: Banco Vasco: 347 fin corriente.	[1160, 1071, 1357, 1086]
news-subhead: EL DESASTRE BOLCHEVIKI	[900, 1218, 1092, 1232]
